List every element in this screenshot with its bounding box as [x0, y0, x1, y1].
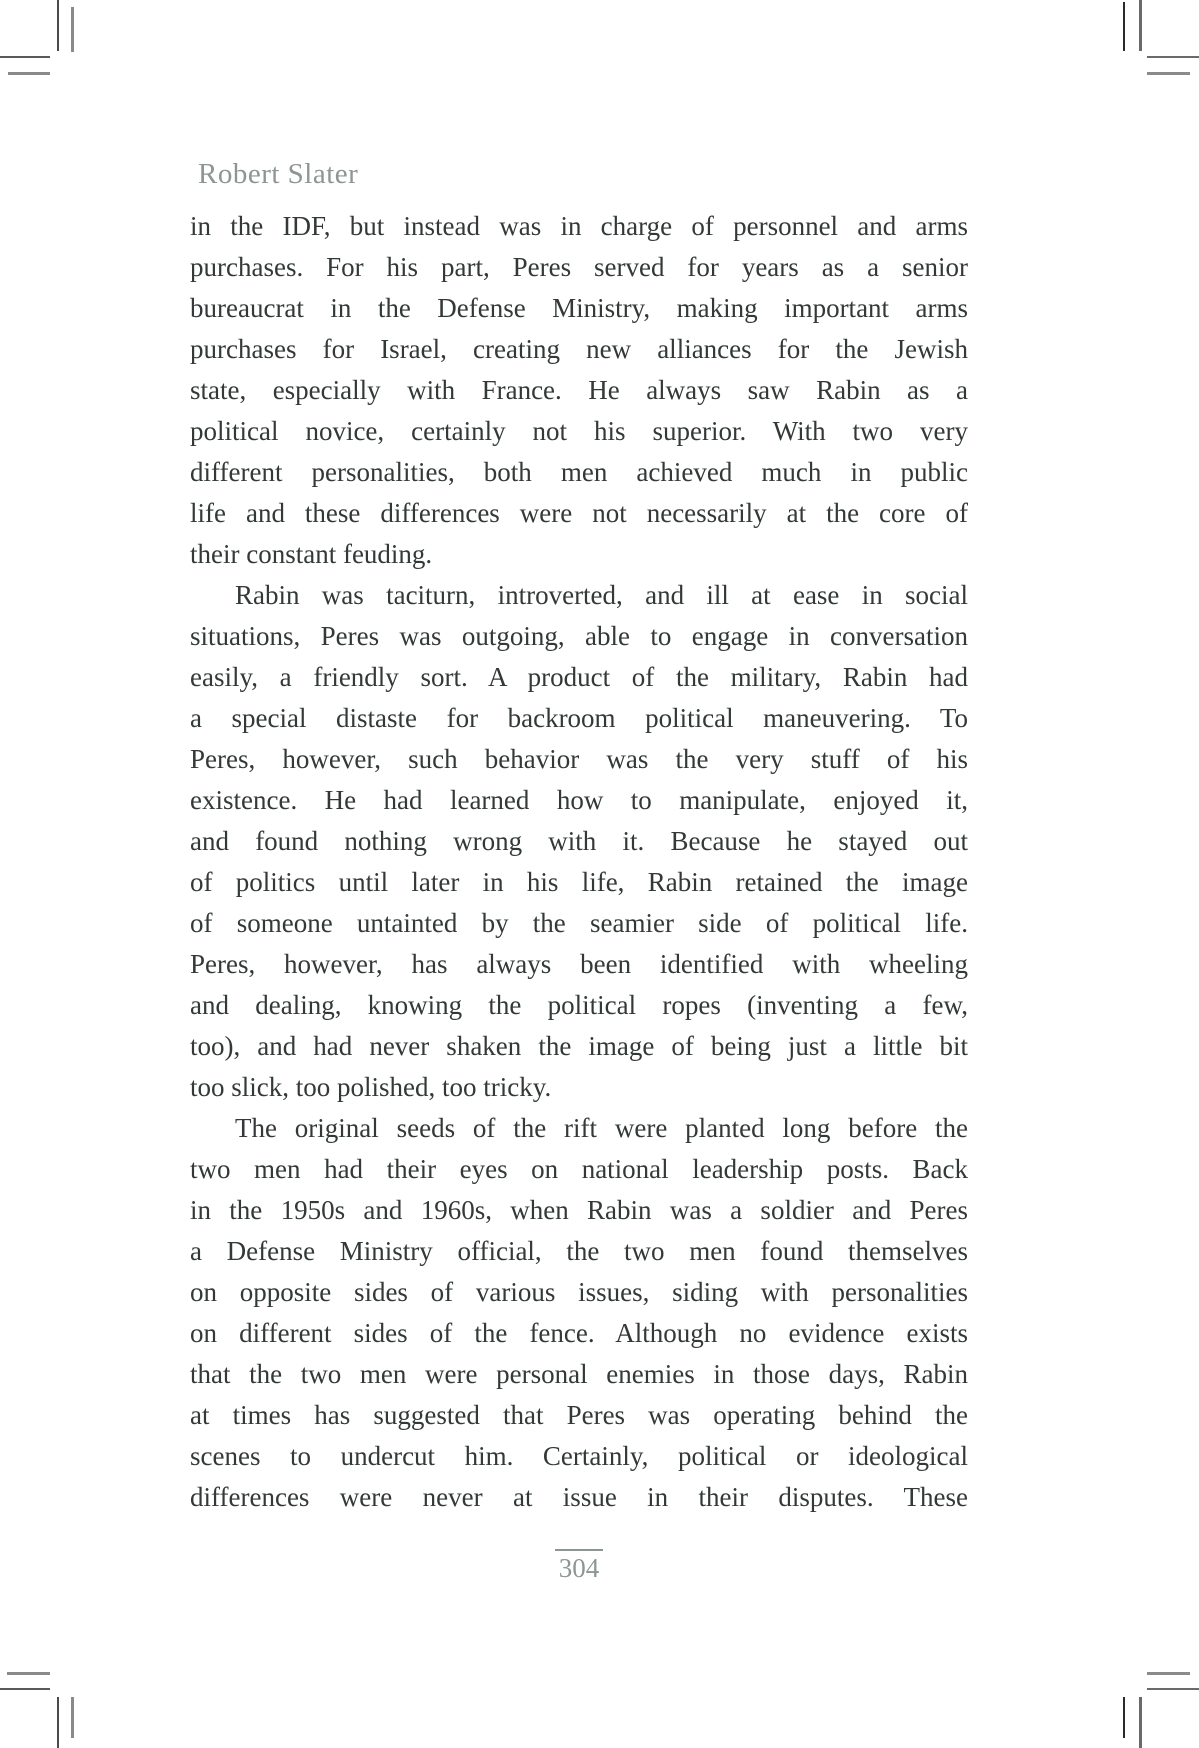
body-line: on opposite sides of various issues, siding with personalities — [190, 1277, 968, 1307]
crop-mark-top-left-vertical-2 — [71, 7, 74, 52]
body-line: of someone untainted by the seamier side of political life. — [190, 908, 968, 938]
body-line: purchases for Israel, creating new alliances for the Jewish — [190, 334, 968, 364]
body-line: political novice, certainly not his superior. With two very — [190, 416, 968, 446]
body-line: different personalities, both men achieved much in public — [190, 457, 968, 487]
body-line: of politics until later in his life, Rabin retained the image — [190, 867, 968, 897]
body-line: too slick, too polished, too tricky. — [190, 1072, 552, 1102]
crop-mark-bottom-right-horizontal-1 — [1147, 1672, 1190, 1675]
page-number: 304 — [558, 1553, 600, 1583]
body-line: in the IDF, but instead was in charge of personnel and arms — [190, 211, 968, 241]
crop-mark-top-right-horizontal-1 — [1147, 56, 1199, 58]
body-line: and dealing, knowing the political ropes (inventing a few, — [190, 990, 968, 1020]
body-line: Peres, however, such behavior was the very stuff of his — [190, 744, 968, 774]
body-line: bureaucrat in the Defense Ministry, making important arms — [190, 293, 968, 323]
crop-mark-bottom-right-horizontal-2 — [1147, 1688, 1199, 1690]
body-line: their constant feuding. — [190, 539, 433, 569]
crop-mark-top-left-vertical-1 — [57, 0, 59, 51]
body-line: Peres, however, has always been identified with wheeling — [190, 949, 968, 979]
crop-mark-bottom-right-vertical-2 — [1139, 1697, 1142, 1748]
crop-mark-top-right-vertical-2 — [1139, 0, 1142, 51]
body-line: two men had their eyes on national leadership posts. Back — [190, 1154, 968, 1184]
body-line: Rabin was taciturn, introverted, and ill at ease in social — [235, 580, 968, 610]
body-line: situations, Peres was outgoing, able to engage in conversation — [190, 621, 968, 651]
crop-mark-bottom-left-vertical-2 — [71, 1697, 74, 1738]
body-text-block — [190, 206, 968, 1518]
body-line: too), and had never shaken the image of being just a little bit — [190, 1031, 968, 1061]
running-header: Robert Slater — [198, 158, 359, 190]
body-line: and found nothing wrong with it. Because he stayed out — [190, 826, 968, 856]
crop-mark-bottom-right-vertical-1 — [1123, 1697, 1125, 1738]
body-line: existence. He had learned how to manipulate, enjoyed it, — [190, 785, 968, 815]
crop-mark-top-left-horizontal-2 — [8, 72, 50, 75]
crop-mark-bottom-left-horizontal-2 — [0, 1688, 50, 1690]
crop-mark-bottom-left-vertical-1 — [57, 1697, 59, 1748]
body-line: a Defense Ministry official, the two men found themselves — [190, 1236, 968, 1266]
body-line: The original seeds of the rift were planted long before the — [235, 1113, 968, 1143]
body-line: a special distaste for backroom political maneuvering. To — [190, 703, 968, 733]
body-line: state, especially with France. He always saw Rabin as a — [190, 375, 968, 405]
body-line: at times has suggested that Peres was operating behind the — [190, 1400, 968, 1430]
body-line: that the two men were personal enemies in those days, Rabin — [190, 1359, 968, 1389]
page-footer — [190, 1549, 968, 1583]
body-line: differences were never at issue in their disputes. These — [190, 1482, 968, 1512]
body-line: life and these differences were not necessarily at the core of — [190, 498, 968, 528]
body-line: on different sides of the fence. Although no evidence exists — [190, 1318, 968, 1348]
crop-mark-bottom-left-horizontal-1 — [7, 1672, 50, 1675]
body-line: in the 1950s and 1960s, when Rabin was a soldier and Peres — [190, 1195, 968, 1225]
body-line: easily, a friendly sort. A product of the military, Rabin had — [190, 662, 968, 692]
crop-mark-top-right-horizontal-2 — [1147, 72, 1190, 75]
page-number-rule — [555, 1549, 603, 1551]
body-line: purchases. For his part, Peres served for years as a senior — [190, 252, 968, 282]
crop-mark-top-right-vertical-1 — [1123, 2, 1125, 51]
crop-mark-top-left-horizontal-1 — [0, 56, 50, 58]
body-line: scenes to undercut him. Certainly, political or ideological — [190, 1441, 968, 1471]
